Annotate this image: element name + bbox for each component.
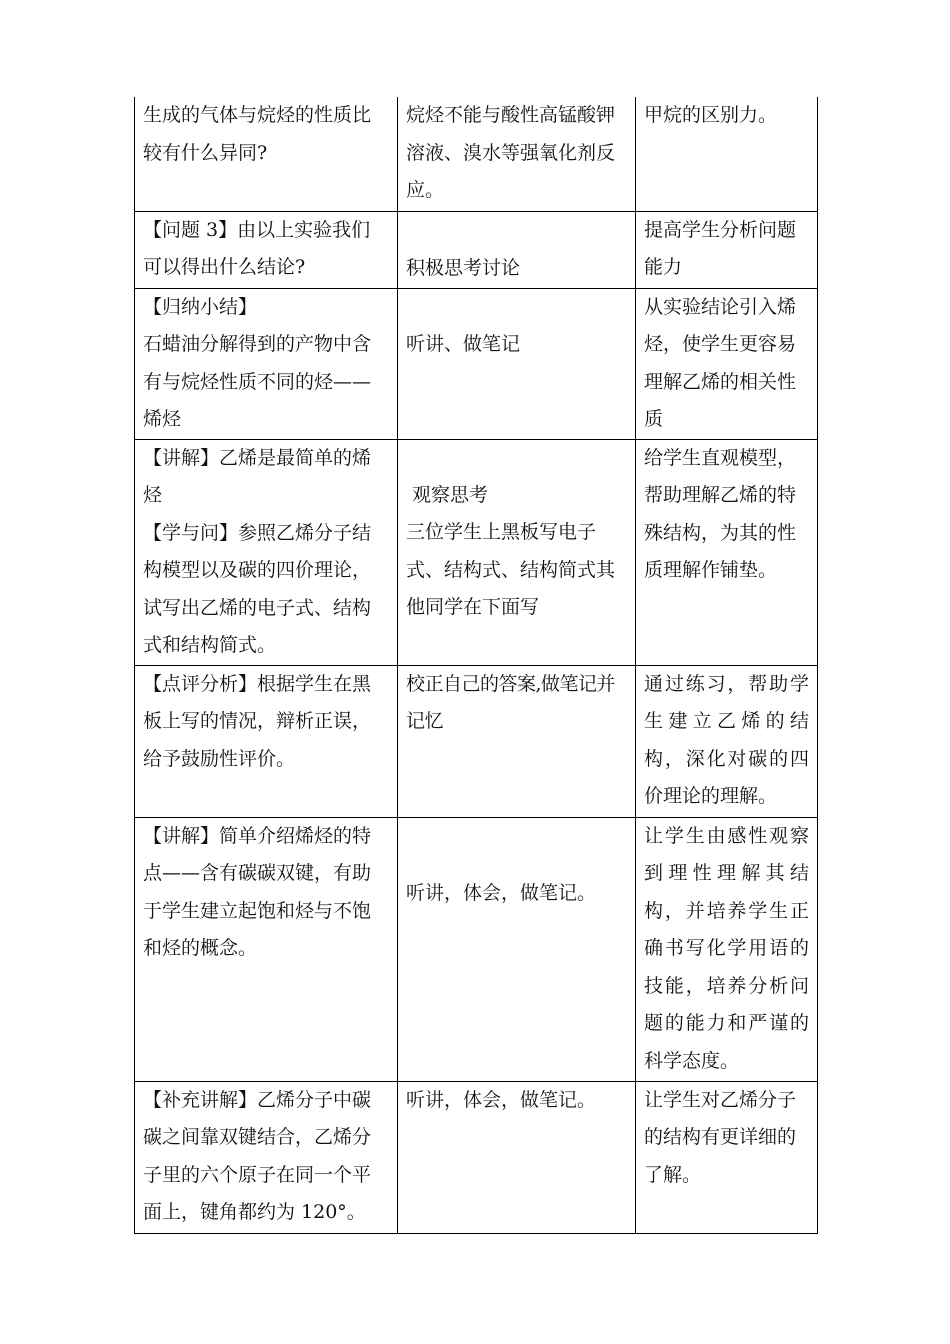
student-activity-cell bbox=[398, 97, 636, 211]
teacher-activity-cell bbox=[135, 439, 398, 665]
student-activity-cell bbox=[398, 211, 636, 288]
design-purpose-cell bbox=[636, 1081, 818, 1233]
student-activity-heading: 观察思考 bbox=[406, 483, 489, 506]
table-row bbox=[135, 439, 818, 665]
design-purpose-cell bbox=[636, 211, 818, 288]
teacher-activity-cell bbox=[135, 211, 398, 288]
design-purpose-text: 让学生对乙烯分子的结构有更详细的了解。 bbox=[644, 1088, 797, 1186]
student-activity-text: 积极思考讨论 bbox=[406, 257, 521, 279]
design-purpose-text: 让学生由感性观察到理性理解其结构，并培养学生正确书写化学用语的技能，培养分析问题的能力和严谨的科学态度。 bbox=[644, 824, 809, 1072]
design-purpose-text: 从实验结论引入烯烃，使学生更容易理解乙烯的相关性质 bbox=[644, 295, 797, 430]
student-activity-text: 烷烃不能与酸性高锰酸钾溶液、溴水等强氧化剂反应。 bbox=[406, 104, 616, 201]
teacher-activity-text: 石蜡油分解得到的产物中含有与烷烃性质不同的烃——烯烃 bbox=[143, 333, 372, 430]
teacher-activity-cell bbox=[135, 665, 398, 817]
teacher-activity-cell bbox=[135, 817, 398, 1081]
design-purpose-cell bbox=[636, 665, 818, 817]
design-purpose-cell bbox=[636, 288, 818, 439]
teacher-activity-cell bbox=[135, 1081, 398, 1233]
table-row bbox=[135, 211, 818, 288]
design-purpose-text: 提高学生分析问题能力 bbox=[644, 218, 797, 278]
student-activity-text: 三位学生上黑板写电子式、结构式、结构简式其他同学在下面写 bbox=[406, 521, 616, 618]
design-purpose-cell bbox=[636, 97, 818, 211]
lesson-plan-table bbox=[134, 97, 818, 1234]
teacher-activity-cell bbox=[135, 97, 398, 211]
student-activity-cell bbox=[398, 439, 636, 665]
teacher-activity-text: 【讲解】简单介绍烯烃的特点——含有碳碳双键，有助于学生建立起饱和烃与不饱和烃的概念。 bbox=[143, 824, 372, 959]
student-activity-cell bbox=[398, 817, 636, 1081]
teacher-activity-heading: 【归纳小结】 bbox=[143, 295, 258, 318]
student-activity-cell bbox=[398, 288, 636, 439]
design-purpose-cell bbox=[636, 439, 818, 665]
design-purpose-text: 通过练习，帮助学生建立乙烯的结构，深化对碳的四价理论的理解。 bbox=[644, 672, 809, 807]
design-purpose-text: 甲烷的区别力。 bbox=[644, 104, 778, 126]
teacher-activity-heading: 【讲解】乙烯是最简单的烯烃 bbox=[143, 446, 372, 506]
table-row bbox=[135, 288, 818, 439]
teacher-activity-text: 生成的气体与烷烃的性质比较有什么异同? bbox=[143, 104, 372, 164]
student-activity-cell bbox=[398, 1081, 636, 1233]
table-row bbox=[135, 1081, 818, 1233]
student-activity-text: 校正自己的答案,做笔记并记忆 bbox=[406, 672, 616, 732]
student-activity-cell bbox=[398, 665, 636, 817]
table-row bbox=[135, 665, 818, 817]
teacher-activity-text: 【问题 3】由以上实验我们可以得出什么结论? bbox=[143, 218, 371, 278]
design-purpose-text: 给学生直观模型，帮助理解乙烯的特殊结构，为其的性质理解作铺垫。 bbox=[644, 446, 797, 581]
teacher-activity-text: 【学与问】参照乙烯分子结构模型以及碳的四价理论，试写出乙烯的电子式、结构式和结构简式。 bbox=[143, 521, 372, 656]
design-purpose-cell bbox=[636, 817, 818, 1081]
teacher-activity-cell bbox=[135, 288, 398, 439]
teacher-activity-text: 【补充讲解】乙烯分子中碳碳之间靠双键结合，乙烯分子里的六个原子在同一个平面上，键角都约为 120°。 bbox=[143, 1088, 372, 1223]
table-row bbox=[135, 817, 818, 1081]
table-row bbox=[135, 97, 818, 211]
student-activity-text: 听讲，体会，做笔记。 bbox=[406, 882, 597, 904]
student-activity-text: 听讲，体会，做笔记。 bbox=[406, 1088, 597, 1111]
teacher-activity-text: 【点评分析】根据学生在黑板上写的情况，辩析正误，给予鼓励性评价。 bbox=[143, 672, 372, 770]
student-activity-text: 听讲、做笔记 bbox=[406, 332, 521, 355]
